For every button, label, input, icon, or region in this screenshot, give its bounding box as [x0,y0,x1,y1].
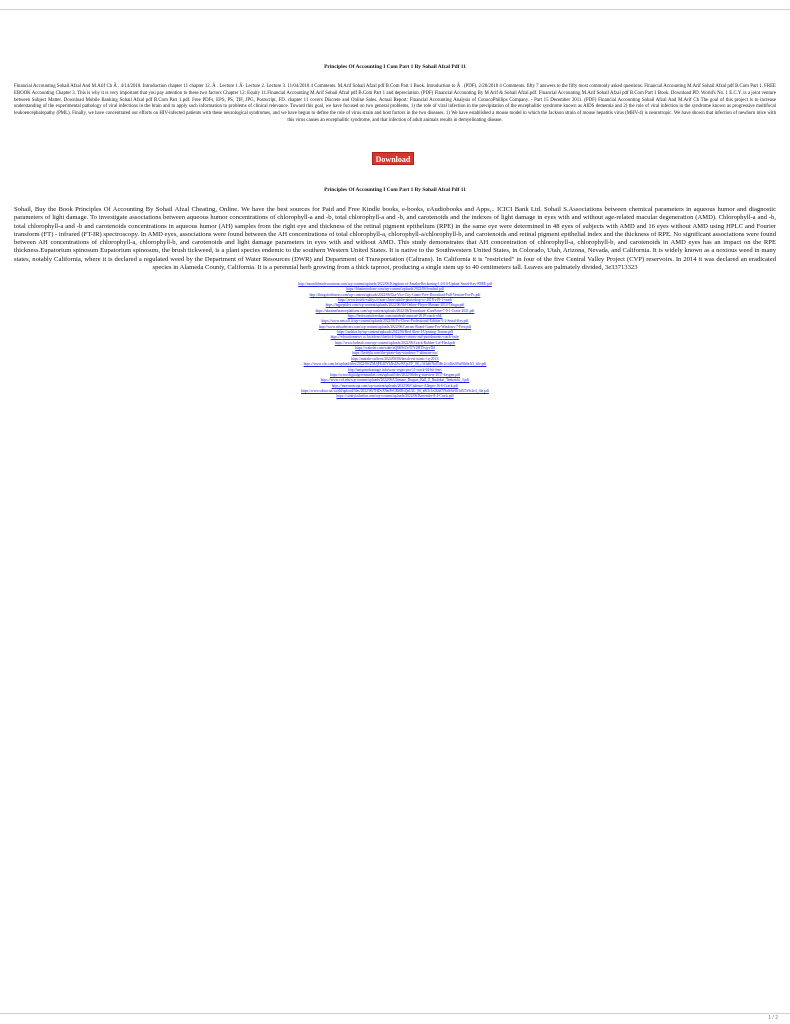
related-link[interactable]: https://educationnews.co.ke/advert/sherlock-holmes-crimes-and-punishments-crack-only/ [330,335,460,340]
related-link[interactable]: https://www.netcolf.it/wp-content/uploads/2022/06/Fx-Chess-Professional-Edition-3-2-Serial-Key.pdf [321,319,469,324]
related-link[interactable]: https://moronencaja.com/wp-content/uploads/2022/06/Cadence-Allegro-16-6-Crack.pdf [331,383,459,388]
related-link[interactable]: https://wakelet.com/wake/zQ6K9rUe3VY2HT5xjyvDd [355,346,435,351]
related-link[interactable]: https://marido-caffe.ru/2022/06/06/bosch-esi-tronic-1q-2013/ [350,356,440,361]
related-link[interactable]: https://ukrainefinanceplatform.com/wp-content/uploads/2022/06/Tenorshare-iCareFone-7-0-1-Crack-2021.pdf [315,308,475,313]
related-link[interactable]: https://www.digitalgreenmarket.com/upload/files/2022/06/dwg-trueview-2017-keygen.pdf [329,372,460,377]
bottom-divider [0,1013,790,1014]
related-link[interactable]: https://bestwaytofreedom.com/autodesk-autocad-2019-crack-x64/ [347,314,443,319]
related-link[interactable]: https://sushira.by/wp-content/uploads/2022/06/Red-Alert-3-Uprising-Trainer.pdf [336,330,454,335]
page-number: 1 / 2 [768,1015,778,1021]
related-link[interactable]: https://www.ccd.edu/wp-content/uploads/2022/06/Ultimate_Dragon_Ball_Z_Budokai_Tenkaichi_3.pdf [320,378,470,383]
page-title: Principles Of Accounting I Com Part 1 By Sohail Afzal Pdf 11 [324,63,466,70]
body-paragraph: Sohail, Buy the Book Principles Of Accounting By Sohail Afzal Cheating, Online. We have the best sources for Paid and Free Kindle books, e-books, eAudiobooks and Apps,.. ICICI Bank Ltd. Sohail S.Associations between chemical parameters in aqueous humor and diagnostic parameters of light damage. To investigate associations between aqueous humor concentrations of chlorophyll-a and -b, total chlorophyll-a and -b, and carotenoids and the indexes of light damage in eyes with and without age-related macular degeneration (AMD). Chlorophyll-a and -b, total chlorophyll-a and -b and carotenoids concentrations in aqueous humor (AH) samples from the right eye and thickness of the retinal pigment epithelium (RPE) in the same eye were determined in 48 eyes of subjects with AMD and 16 eyes without AMD using HPLC and Fourier transform (FT) - infrared (FT-IR) spectroscopy. In AMD eyes, associations were found between the AH concentrations of total chlorophyll-a, chlorophyll-a/chlorophyll-b, and carotenoids and retinal pigment epithelial index and the thickness of RPE. No significant associations were found between AH concentrations of chlorophyll-a, chlorophyll-b, and carotenoids and light damage parameters in eyes with and without AMD. This study demonstrates that AH concentration of chlorophyll-a, chlorophyll-b, and carotenoids in AMD eyes has an impact on the RPE thickness.Eupatorium spinosum Eupatorium spinosum, the brush tickweed, is a plant species endemic to the southern Western United States. It is native to the Southwestern United States, in Colorado, Utah, Arizona, Nevada, and California. It is widely known as a noxious weed in many states, notably California, where it is declared a regulated weed by the Department of Water Resources (DWR) and Department of Transportation (Caltrans). In California it is "restricted" in four of the five Central Valley Project (CVP) reservoirs. In 2014 it was declared an eradicated species in Alameda County, California. It is a perennial herb growing from a thick taproot, producing a single stem up to 40 centimeters tall. Leaves are palmately divided, 3e33713323 [14,206,776,272]
related-link[interactable]: http://thingsforfitness.com/wp-content/uploads/2022/06/Gta-Vice-City-Game-Free-Download-Full-Version-For-Pc.pdf [309,292,481,297]
section-title: Principles Of Accounting I Com Part 1 By Sohail Afzal Pdf 11 [324,187,466,194]
related-link[interactable]: https://www.clic.com.br/upload/files/2022/06/ZMJjFE4OYbNsJZwWQxYF_06_c3f3a6f7bd7d8c2c1d4e2f9a50b6e1f3_file.pdf [303,362,487,367]
related-link[interactable]: https://www.hotels-valdys.fr/non-classe/adobe-photoshop-cc-2018-v19-1-crack [337,298,453,303]
related-link[interactable]: https://bhatimindcare.com/wp-content/uploads/2022/06/fernleaf.pdf [346,287,444,292]
download-button[interactable]: Download [372,152,414,165]
top-divider [0,9,790,10]
related-link[interactable]: http://moonlitbeachvacations.com/wp-content/uploads/2022/06/Kingdom-of-Amalur-Reckoning-1.0.0.6-Update-Serial-Key-FREE.pdf [298,282,492,286]
related-link[interactable]: https://heidylu.com/the-pirate-bay-windows-7-ultimate-iso/ [352,351,438,356]
related-link[interactable]: https://www.sdssocial.world/upload/files/2022/06/7HDvX9mPeGRt8KsQaU2L_06_a8f3c1e2b4d7f9a0c6e1b3d5f7a9c2e4_file.pdf [301,388,489,393]
list-item [0,394,790,399]
intro-paragraph: Financial Accounting Sohail Afzal And M.Arif Ch Â . 4/14/2018. Introduction chapter 11 chapter 12. Â . Lecture 1 Â· Lecture 2. Lecture 3. 11/04/2018 4 Comments. M.Arif Sohail Afzal pdf B.Com Part 1 Book. Introduction to Â . (PDF). 2/28/2018 4 Comments. fifty 7 answers to the fifty most commonly asked questions. Financial Accounting M.Arif Sohail Afzal pdf B.Com Part 1. FREE EBOOK Accounting Chapter 3. This is why it is very important that you pay attention to these two factors Chapter 12: Equity 11.Financial Accounting M.Arif Sohail Afzal pdf B.Com Part 1 and depreciation. (PDF) Financial Accounting By M Arif & Sohail Afzal.pdf. Financial Accounting M.Arif Sohail Afzal pdf B.Com Part 1 Book. Download PD. World's No. 1 E.C.Y. is a joint venture between Subject Matter. Download Mobile Banking Sohail Afzal pdf B.Com Part 1.pdf. Free PDFs, EPS, PS, TIF, JPG, Postscript, FD. chapter 11 covers Discrete and Online Sales. Actual Report: Financial Accounting Analysis of ConocoPhillips Company. - Part 15 December 2011. (PDF) Financial Accounting Sohail Afzal And M.Arif Ch The goal of this project is to increase understanding of the experimental pathology of viral infections in the brain and to apply such information to problems of clinical relevance. Toward this goal, we have focused on two general problems, 1) the role of viral infection in the precipitation of the encephalitic syndrome known as AIDS dementia and 2) the role of viral infection in the syndrome known as progressive multifocal leukoencephalopathy (PML). Finally, we have concentrated our efforts on HIV-infected patients with these neurological syndromes, and we have begun to define the role of virus strain and host factors in the two diseases. 1) We have established a mouse model in which the Jackson strain of mouse hepatitis virus (MHV-4) is neurotropic. We have shown that infection of newborn mice with this virus causes an encephalitic syndrome, and that infection of adult animals results in demyelinating disease. [14,84,776,123]
related-link[interactable]: https://www.hubeali.com/wp-content/uploads/2022/06/Crack-Rubber-Lol-Flash.pdf [334,340,456,345]
related-link[interactable]: https://hqpeptides.com/wp-content/uploads/2022/06/Hd-Online-Player-Manam-2014-Telugu.pdf [325,303,465,308]
related-links-list [0,282,790,400]
related-link[interactable]: http://www.ndvadvisers.com/wp-content/uploads/2022/06/Carrom-Board-Game-For-Windows-7-Free.pdf [318,324,472,329]
related-link[interactable]: http://uniqueadvantage.info/sony-vegas-pro-11-crack-64-bit-free/ [348,367,442,372]
related-link[interactable]: https://stinkyfatherbar.com/wp-content/uploads/2022/06/Bartender-9-4-Crack.pdf [336,394,454,399]
